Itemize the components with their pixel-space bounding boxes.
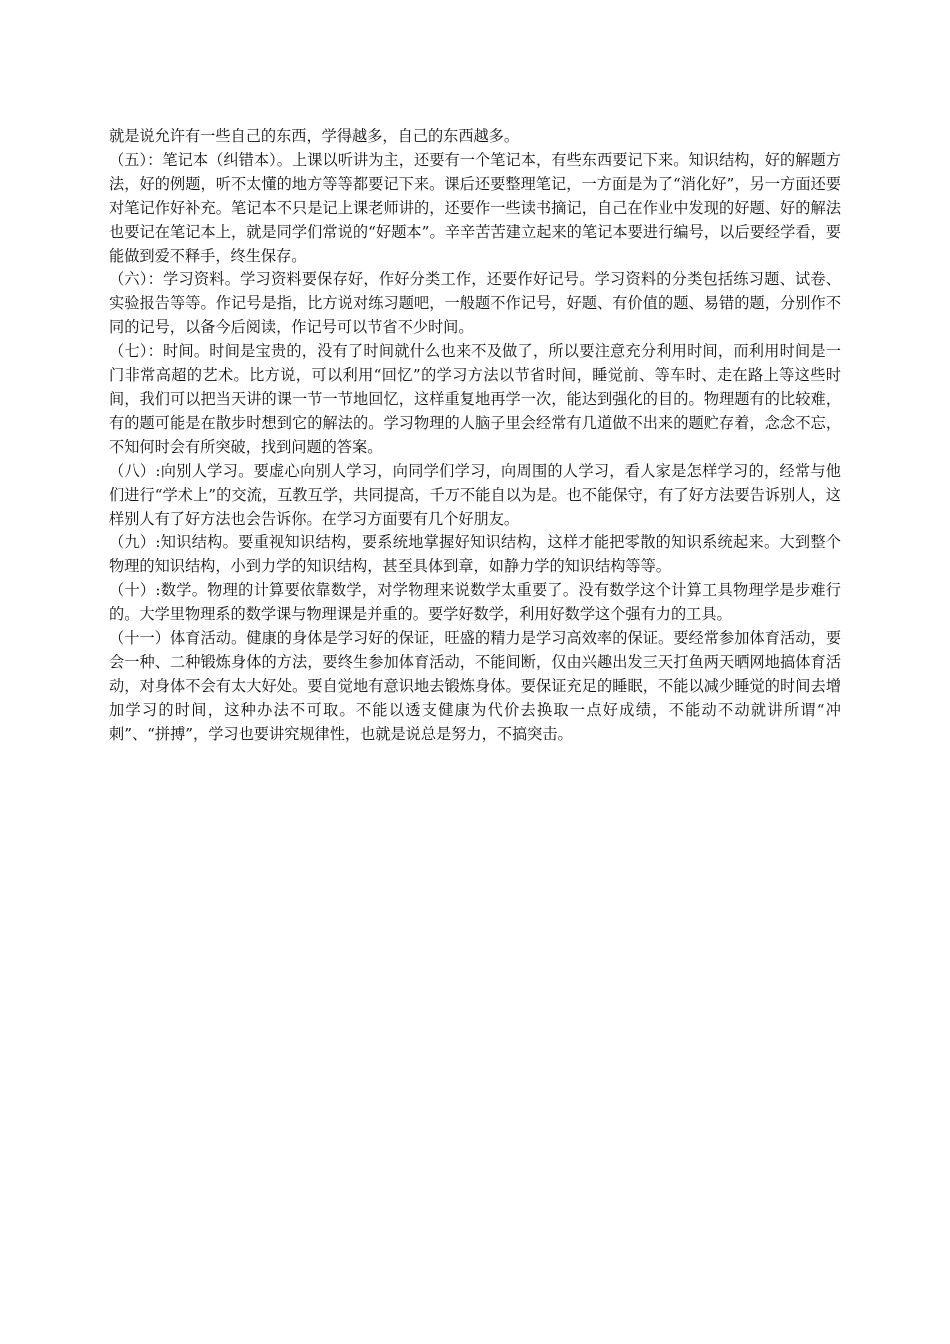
paragraph-study-materials: （六）：学习资料。学习资料要保存好，作好分类工作，还要作好记号。学习资料的分类包括练习题、试卷、实验报告等等。作记号是指，比方说对练习题吧，一般题不作记号，好题、有价值的题、易错的题，分别作不同的记号，以备今后阅读，作记号可以节省不少时间。 [109, 270, 841, 337]
paragraph-physical-activity: （十一）体育活动。健康的身体是学习好的保证，旺盛的精力是学习高效率的保证。要经常参加体育活动，要会一种、二种锻炼身体的方法，要终生参加体育活动，不能间断，仅由兴趣出发三天打鱼两天晒网地搞体育活动，对身体不会有太大好处。要自觉地有意识地去锻炼身体。要保证充足的睡眠，不能以减少睡觉的时间去增加学习的时间，这种办法不可取。不能以透支健康为代价去换取一点好成绩，不能动不动就讲所谓“冲刺”、“拼搏”，学习也要讲究规律性，也就是说总是努力，不搞突击。 [109, 629, 841, 743]
document-body [109, 125, 841, 747]
paragraph-learn-from-others: （八）:向别人学习。要虚心向别人学习，向同学们学习，向周围的人学习，看人家是怎样学习的，经常与他们进行“学术上”的交流，互教互学，共同提高，千万不能自以为是。也不能保守，有了好方法要告诉别人，这样别人有了好方法也会告诉你。在学习方面要有几个好朋友。 [109, 461, 841, 528]
paragraph-mathematics: （十）:数学。物理的计算要依靠数学，对学物理来说数学太重要了。没有数学这个计算工具物理学是步难行的。大学里物理系的数学课与物理课是并重的。要学好数学，利用好数学这个强有力的工具。 [109, 581, 841, 624]
paragraph-time: （七）：时间。时间是宝贵的，没有了时间就什么也来不及做了，所以要注意充分利用时间，而利用时间是一门非常高超的艺术。比方说，可以利用“回忆”的学习方法以节省时间，睡觉前、等车时、走在路上等这些时间，我们可以把当天讲的课一节一节地回忆，这样重复地再学一次，能达到强化的目的。物理题有的比较难，有的题可能是在散步时想到它的解法的。学习物理的人脑子里会经常有几道做不出来的题贮存着，念念不忘，不知何时会有所突破，找到问题的答案。 [109, 342, 841, 456]
paragraph-continuation: 就是说允许有一些自己的东西，学得越多，自己的东西越多。 [109, 127, 520, 145]
paragraph-notebook: （五）：笔记本（纠错本）。上课以听讲为主，还要有一个笔记本，有些东西要记下来。知识结构，好的解题方法，好的例题，听不太懂的地方等等都要记下来。课后还要整理笔记，一方面是为了“消化好”，另一方面还要对笔记作好补充。笔记本不只是记上课老师讲的，还要作一些读书摘记，自己在作业中发现的好题、好的解法也要记在笔记本上，就是同学们常说的“好题本”。辛辛苦苦建立起来的笔记本要进行编号，以后要经学看，要能做到爱不释手，终生保存。 [109, 150, 841, 265]
paragraph-knowledge-structure: （九）:知识结构。要重视知识结构，要系统地掌握好知识结构，这样才能把零散的知识系统起来。大到整个物理的知识结构，小到力学的知识结构，甚至具体到章，如静力学的知识结构等等。 [109, 533, 841, 576]
